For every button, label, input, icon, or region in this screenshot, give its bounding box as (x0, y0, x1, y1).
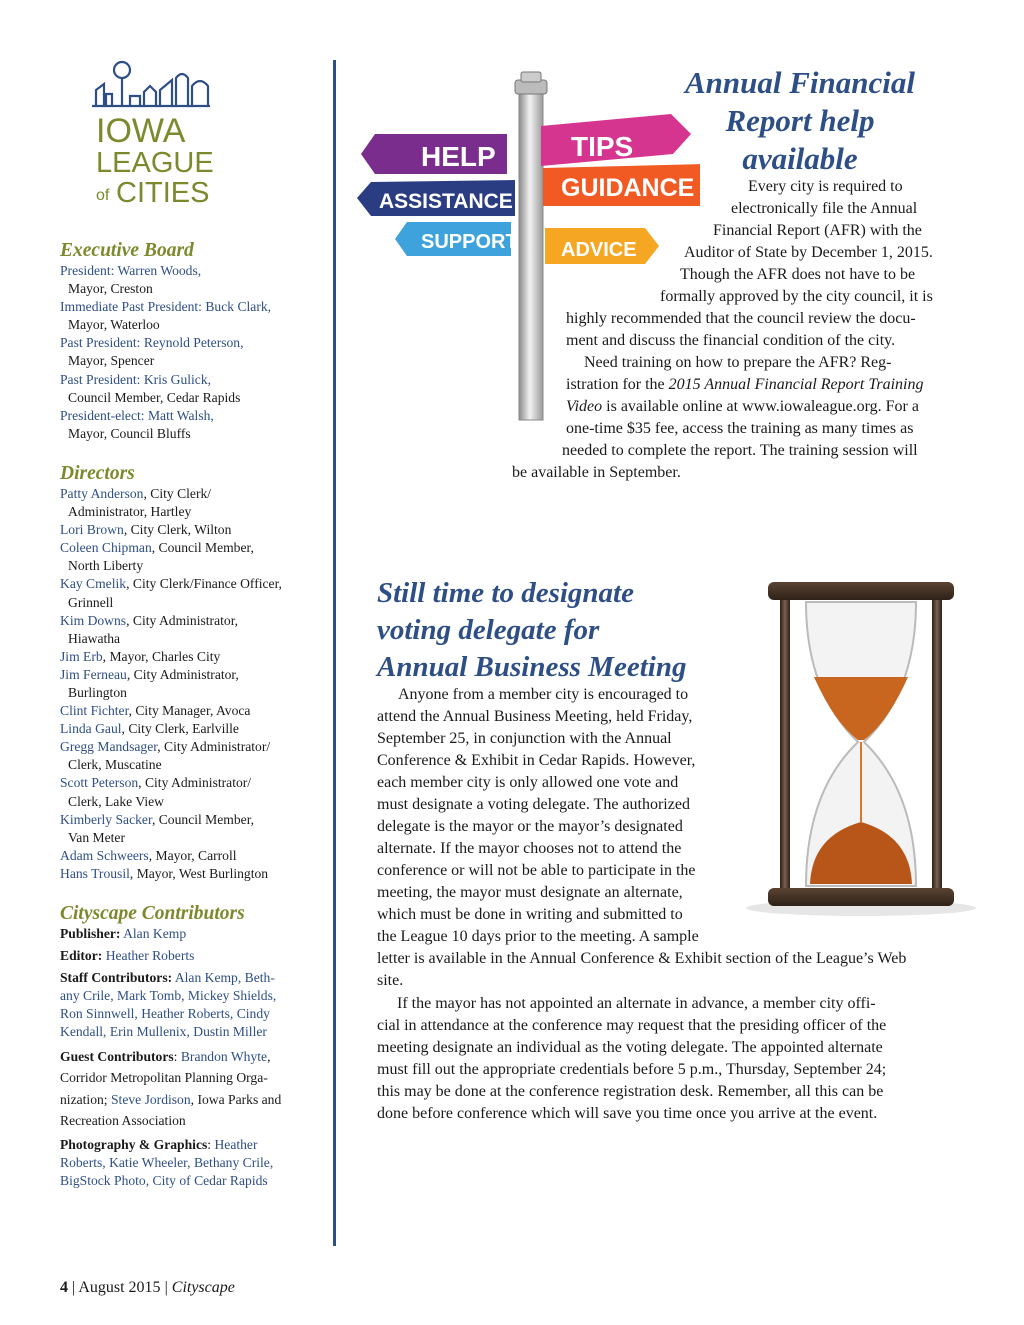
director-entry: Kimberly Sacker, Council Member, Van Meter (60, 811, 255, 845)
executive-board-heading: Executive Board (60, 240, 194, 261)
afr-text-line: be available in September. (512, 464, 681, 481)
logo-line-iowa: IOWA (96, 112, 186, 150)
afr-article-title: Annual Financial Report help available (684, 65, 916, 176)
delegate-text-line: alternate. If the mayor chooses not to attend the (377, 840, 682, 857)
executive-board-entry: President: Warren Woods, Mayor, Creston (60, 263, 202, 297)
afr-text-line: istration for the 2015 Annual Financial Report Training (566, 376, 924, 393)
executive-board-list (60, 262, 330, 443)
afr-text-line: needed to complete the report. The training session will (562, 442, 918, 459)
afr-text-line: Video is available online at www.iowaleague.org. For a (566, 398, 919, 415)
director-entry: Jim Erb, Mayor, Charles City (60, 648, 221, 664)
guest-credit: Guest Contributors: Brandon Whyte, Corridor Metropolitan Planning Orga- nization; Steve Jordison, Iowa Parks and Recreation Association (60, 1048, 282, 1129)
afr-text-line: Need training on how to prepare the AFR? Reg- (584, 354, 892, 371)
staff-credit: Staff Contributors: Alan Kemp, Beth- any Crile, Mark Tomb, Mickey Shields, Ron Sinnwell, Heather Roberts, Cindy Kendall, Erin Mullenix, Dustin Miller (60, 970, 277, 1040)
afr-text-line: Though the AFR does not have to be (680, 266, 916, 283)
photo-credit: Photography & Graphics: Heather Roberts, Katie Wheeler, Bethany Crile, BigStock Photo, City of Cedar Rapids (60, 1136, 274, 1188)
iowa-league-logo (92, 58, 222, 208)
delegate-text-line: each member city is only allowed one vote and (377, 774, 679, 791)
afr-text-line: Financial Report (AFR) with the (713, 222, 922, 239)
directors-heading: Directors (60, 462, 135, 484)
afr-text-line: Every city is required to (748, 178, 903, 195)
director-entry: Hans Trousil, Mayor, West Burlington (60, 865, 269, 881)
delegate-text-line: must fill out the appropriate credentials before 5 p.m., Thursday, September 24; (377, 1061, 887, 1078)
director-entry: Patty Anderson, City Clerk/ Administrator, Hartley (60, 485, 212, 520)
director-entry: Adam Schweers, Mayor, Carroll (60, 847, 237, 863)
directors-list (60, 485, 330, 883)
tips-sign-label: TIPS (571, 131, 634, 162)
director-entry: Gregg Mandsager, City Administrator/ Clerk, Muscatine (60, 739, 271, 773)
delegate-text-line: letter is available in the Annual Conference & Exhibit section of the League’s Web (377, 950, 907, 967)
afr-text-line: one-time $35 fee, access the training as many times as (566, 420, 914, 437)
support-sign-label: SUPPORT (421, 231, 518, 253)
delegate-text-line: Conference & Exhibit in Cedar Rapids. However, (377, 752, 696, 769)
skyline-icon (92, 62, 210, 106)
director-entry: Kay Cmelik, City Clerk/Finance Officer, Grinnell (60, 576, 282, 610)
logo-line-cities: CITIES (116, 177, 210, 208)
delegate-text-line: delegate is the mayor or the mayor’s designated (377, 818, 683, 835)
assistance-sign-label: ASSISTANCE (379, 190, 513, 213)
executive-board-entry: Past President: Reynold Peterson, Mayor, Spencer (60, 335, 244, 369)
footer-separator: | (164, 1279, 168, 1296)
executive-board-entry: President-elect: Matt Walsh, Mayor, Council Bluffs (60, 407, 214, 441)
director-entry: Lori Brown, City Clerk, Wilton (60, 522, 232, 538)
delegate-text-line: must designate a voting delegate. The authorized (377, 796, 690, 813)
delegate-text-line: the League 10 days prior to the meeting. A sample (377, 928, 699, 945)
afr-text-line: electronically file the Annual (731, 200, 918, 217)
delegate-text-line: this may be done at the conference registration desk. Remember, all this can be (377, 1083, 884, 1100)
editor-credit: Editor: Heather Roberts (60, 948, 195, 964)
advice-sign-label: ADVICE (561, 239, 637, 261)
director-entry: Coleen Chipman, Council Member, North Liberty (60, 540, 254, 574)
delegate-text-line: If the mayor has not appointed an alternate in advance, a member city offi- (397, 995, 876, 1012)
issue-date: August 2015 (78, 1279, 161, 1296)
delegate-text-line: cial in attendance at the conference may request that the presiding officer of the (377, 1017, 887, 1034)
afr-text-line: formally approved by the city council, it is (660, 288, 933, 305)
guidance-sign-label: GUIDANCE (561, 174, 695, 202)
delegate-text-line: which must be done in writing and submitted to (377, 906, 683, 923)
delegate-text-line: meeting, the mayor must designate an alternate, (377, 884, 683, 901)
director-entry: Clint Fichter, City Manager, Avoca (60, 703, 251, 719)
director-entry: Kim Downs, City Administrator, Hiawatha (60, 612, 239, 646)
delegate-text-line: conference or will not be able to participate in the (377, 862, 696, 879)
director-entry: Scott Peterson, City Administrator/ Clerk, Lake View (60, 775, 252, 809)
delegate-text-line: done before conference which will save you time once you arrive at the event. (377, 1105, 878, 1122)
page-number: 4 (60, 1279, 68, 1296)
page-footer (60, 1279, 235, 1297)
logo-line-league: LEAGUE (96, 147, 214, 179)
delegate-text-line: attend the Annual Business Meeting, held Friday, (377, 708, 693, 725)
delegate-text-line: meeting designate an individual as the voting delegate. The appointed alternate (377, 1039, 883, 1056)
director-entry: Linda Gaul, City Clerk, Earlville (60, 721, 239, 737)
contributors-heading: Cityscape Contributors (60, 903, 245, 924)
delegate-text-line: September 25, in conjunction with the Annual (377, 730, 672, 747)
voting-delegate-article-title: Still time to designate voting delegate for Annual Business Meeting (377, 577, 687, 683)
executive-board-entry: Immediate Past President: Buck Clark, Mayor, Waterloo (60, 299, 272, 333)
delegate-text-line: Anyone from a member city is encouraged to (398, 686, 689, 703)
publisher-credit: Publisher: Alan Kemp (60, 926, 187, 941)
afr-text-line: highly recommended that the council review the docu- (566, 310, 916, 327)
logo-line-of: of (96, 187, 110, 204)
column-divider (333, 60, 336, 1246)
sidebar (60, 240, 330, 1190)
magazine-name: Cityscape (171, 1279, 235, 1296)
delegate-text-line: site. (377, 972, 404, 989)
hourglass-illustration (746, 582, 976, 917)
help-sign-label: HELP (421, 141, 496, 172)
footer-separator: | (72, 1279, 76, 1296)
executive-board-entry: Past President: Kris Gulick, Council Member, Cedar Rapids (60, 371, 241, 405)
afr-text-line: ment and discuss the financial condition of the city. (566, 332, 896, 349)
director-entry: Jim Ferneau, City Administrator, Burlington (60, 666, 239, 700)
afr-text-line: Auditor of State by December 1, 2015. (684, 244, 933, 261)
